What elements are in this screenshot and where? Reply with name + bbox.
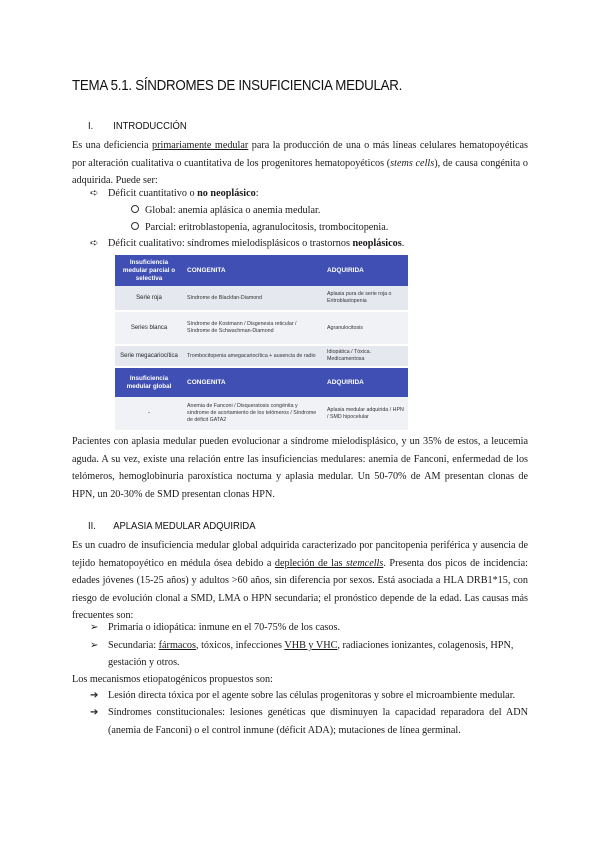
table-row-label: - [115, 397, 183, 431]
table-header-congenital: CONGENITA [183, 367, 323, 397]
table-header-row [115, 367, 408, 397]
insufficiency-table [115, 255, 408, 432]
table-cell: Anemia de Fanconi / Disqueratosis congénita y síndrome de acortamiento de los telómeros / Síndrome de déficit GATA2 [183, 397, 323, 431]
text-run: Déficit cuantitativo o [108, 188, 198, 199]
section-title: INTRODUCCIÓN [113, 120, 187, 132]
arrow-bullet-icon: ➔ [90, 690, 99, 701]
text-run: Es una deficiencia [72, 140, 153, 151]
section-heading-intro [88, 120, 187, 132]
table-cell: Aplasia pura de serie roja o Eritroblastopenia [323, 286, 408, 311]
text-run: Déficit cualitativo: síndromes mielodisplásicos o trastornos [108, 238, 353, 249]
underlined-italic-text: stemcells [346, 557, 384, 569]
italic-text: stems cells [390, 157, 435, 169]
underlined-text: fármacos [158, 640, 196, 651]
section-heading-aplasia [88, 520, 256, 532]
table-cell: Trombocitopenia amegacariocítica + ausencia de radio [183, 345, 323, 367]
double-arrow-bullet-icon: ➪ [90, 188, 99, 199]
circle-bullet-icon [131, 202, 139, 220]
text-run: Secundaria: [108, 640, 159, 651]
arrow-bullet-icon: ➔ [90, 707, 99, 718]
list-item: Síndromes constitucionales: lesiones genéticas que disminuyen la capacidad reparadora del ADN (anemia de Fanconi) o el control inmune (déficit ADA); mutaciones de línea germinal. [108, 707, 528, 736]
table-row [115, 286, 408, 311]
list-item [108, 235, 404, 253]
text-run: , tóxicos, infecciones [195, 640, 285, 651]
text-run: ), de causa congénita o adquirida. Puede ser: [72, 157, 528, 186]
list-item [108, 185, 259, 203]
table-row [115, 311, 408, 345]
table-cell: Síndrome de Blackfan-Diamond [183, 286, 323, 311]
table-header-congenital: CONGENITA [183, 255, 323, 286]
list-item [108, 637, 513, 655]
evolution-paragraph: Pacientes con aplasia medular pueden evolucionar a síndrome mielodisplásico, y un 35% de estos, a leucemia aguda. A su vez, existe una relación entre las insuficiencias medulares: anemia de Fanconi, enfermedad de los telómeros, hemoglobinuria paroxística noctuma y aplasia medular. Un 50-70% de AM presentan clonas de HPN, un 20-30% de SMD presentan clonas HPN. [72, 436, 528, 500]
table-cell: Idiopática / Tóxica. Medicamentosa [323, 345, 408, 367]
table-cell: Síndrome de Kostmann / Disgenesia reticular / Síndrome de Schwachman-Diamond [183, 311, 323, 345]
page-title: TEMA 5.1. SÍNDROMES DE INSUFICIENCIA MEDULAR. [72, 78, 403, 94]
table-row [115, 397, 408, 431]
bold-text: neoplásicos [352, 238, 402, 249]
underlined-text: depleción de las [274, 557, 346, 569]
arrowhead-bullet-icon: ➢ [90, 622, 99, 633]
table-row-label: Series blanca [115, 311, 183, 345]
text-run: . [401, 238, 405, 249]
table-row [115, 345, 408, 367]
aplasia-paragraph [72, 537, 528, 625]
arrowhead-bullet-icon: ➢ [90, 640, 99, 651]
section-title: APLASIA MEDULAR ADQUIRIDA [113, 520, 256, 532]
section-number: I. [88, 120, 94, 132]
intro-paragraph [72, 137, 528, 190]
list-item: Lesión directa tóxica por el agente sobre las células progenitoras y sobre el microambiente medular. [108, 690, 516, 701]
text-run: para la producción de una o más líneas celulares hematopoyéticas por alteración cualitativa o cuantitativa de los progenitores hematopoyéticos ( [72, 140, 529, 169]
bold-text: no neoplásico [197, 188, 256, 199]
list-item: Primaria o idiopática: inmune en el 70-75% de los casos. [108, 622, 340, 633]
table-header-label: Insuficiencia medular parcial o selectiva [115, 255, 183, 286]
text-run: , radiaciones ionizantes, colagenosis, HPN, [337, 640, 514, 651]
table-cell: Agranulocitosis [323, 311, 408, 345]
table-header-label: Insuficiencia medular global [115, 367, 183, 397]
table-header-row [115, 255, 408, 286]
table-header-acquired: ADQUIRIDA [323, 255, 408, 286]
circle-bullet-icon [131, 219, 139, 237]
text-run: Es un cuadro de insuficiencia medular global adquirida caracterizado por pancitopenia periférica y ausencia de tejido hematopoyético en médula ósea debido a [72, 540, 528, 569]
table-row-label: Serie roja [115, 286, 183, 311]
table-cell: Aplasia medular adquirida / HPN / SMD hipocelular [323, 397, 408, 431]
mechanisms-intro: Los mecanismos etiopatogénicos propuestos son: [72, 674, 273, 685]
list-subitem: Global: anemia aplásica o anemia medular. [145, 205, 321, 216]
list-item-continuation: gestación y otros. [108, 657, 180, 668]
table-header-acquired: ADQUIRIDA [323, 367, 408, 397]
section-number: II. [88, 520, 96, 532]
double-arrow-bullet-icon: ➪ [90, 238, 99, 249]
list-subitem: Parcial: eritroblastopenia, agranulocitosis, trombocitopenia. [145, 222, 389, 233]
text-run: : [255, 188, 259, 199]
underlined-text: VHB y VHC [284, 640, 338, 651]
table-row-label: Serie megacariocítica [115, 345, 183, 367]
text-run: . Presenta dos picos de incidencia: edades jóvenes (15-25 años) y adultos >60 años, sin diferencia por sexos. Está asociada a HLA DRB1*15, con riesgo de evolución clonal a SMD, LMA o HPN secundaria; el pronóstico depende de la edad. Las causas más frecuentes son: [72, 557, 528, 621]
underlined-text: primariamente medular [152, 140, 249, 151]
